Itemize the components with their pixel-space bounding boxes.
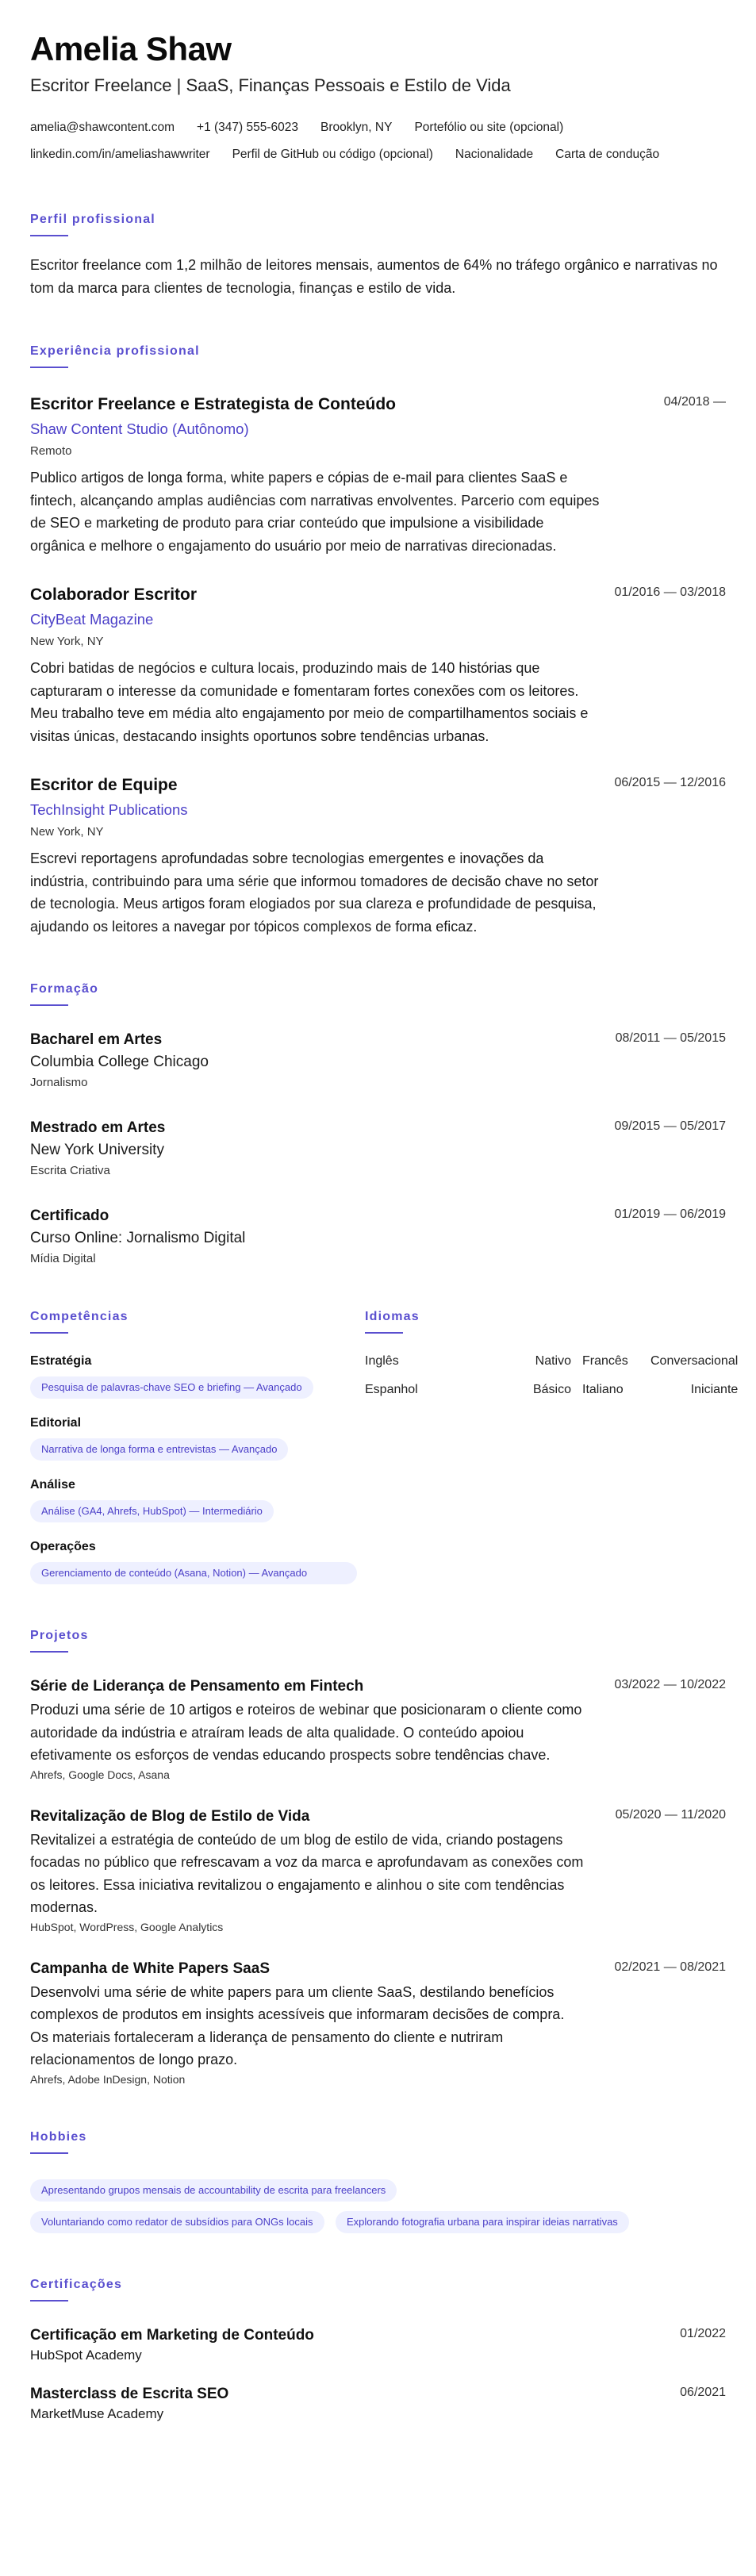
languages-section: [365, 1265, 738, 1584]
section-divider: [30, 235, 68, 236]
job-date: 06/2015 — 12/2016: [614, 776, 726, 789]
project-title: Campanha de White Papers SaaS: [30, 1960, 270, 1977]
language-list: [365, 1354, 738, 1397]
project-description: Desenvolvi uma série de white papers para um cliente SaaS, destilando benefícios complexos de produtos em insights acessíveis que informaram decisões de compra. Os materiais fortaleceram a liderança de pensamento do cliente e nutriram relacionamentos de longo prazo.: [30, 1983, 565, 2067]
contact-driving-license: Carta de condução: [555, 148, 660, 161]
hobby-chip: Apresentando grupos mensais de accountability de escrita para freelancers: [30, 2179, 397, 2202]
skill-group-name: Editorial: [30, 1416, 82, 1430]
project-tools: HubSpot, WordPress, Google Analytics: [30, 1920, 224, 1933]
section-title-certifications: Certificações: [30, 2277, 123, 2291]
experience-item: [30, 774, 726, 938]
project-title: Série de Liderança de Pensamento em Fintech: [30, 1678, 364, 1695]
certification-title: Certificação em Marketing de Conteúdo: [30, 2326, 314, 2344]
language-name: Francês: [582, 1354, 628, 1368]
project-item: [30, 1806, 726, 1933]
hobbies-section: [30, 2130, 726, 2233]
skill-group: [30, 1416, 365, 1461]
job-title: Colaborador Escritor: [30, 585, 198, 604]
education-item: [30, 1118, 726, 1177]
education-school: Curso Online: Jornalismo Digital: [30, 1230, 246, 1246]
education-item: [30, 1030, 726, 1089]
section-title-projects: Projetos: [30, 1629, 89, 1642]
profile-summary: Escritor freelance com 1,2 milhão de leitores mensais, aumentos de 64% no tráfego orgânico e narrativas no tom da marca para clientes de tecnologia, finanças e estilo de vida.: [30, 257, 718, 296]
job-title: Escritor de Equipe: [30, 776, 178, 794]
job-date: 01/2016 — 03/2018: [614, 585, 726, 599]
job-description: Escrevi reportagens aprofundadas sobre tecnologias emergentes e inovações da indústria, contribuindo para uma série que informou tomadores de decisão chave no setor de tecnologia. Meus artigos foram elogiados por sua clareza e profundidade de pesquisa, ajudando os leitores a navegar por tópicos complexos de forma eficaz.: [30, 850, 599, 935]
certification-issuer: MarketMuse Academy: [30, 2405, 164, 2421]
certification-item: [30, 2325, 726, 2363]
job-company: CityBeat Magazine: [30, 611, 154, 628]
experience-item: [30, 584, 726, 747]
skill-chip: Narrativa de longa forma e entrevistas — Avançado: [30, 1438, 288, 1461]
certification-title: Masterclass de Escrita SEO: [30, 2385, 229, 2402]
job-date: 04/2018 —: [663, 395, 726, 409]
section-divider: [30, 1332, 68, 1334]
projects-section: [30, 1629, 726, 2086]
education-date: 08/2011 — 05/2015: [615, 1031, 726, 1045]
section-title-experience: Experiência profissional: [30, 344, 200, 358]
skill-chip: Análise (GA4, Ahrefs, HubSpot) — Intermediário: [30, 1500, 274, 1522]
language-level: Básico: [532, 1383, 571, 1396]
skill-chip: Pesquisa de palavras-chave SEO e briefing — Avançado: [30, 1376, 313, 1399]
section-divider: [30, 2152, 68, 2154]
project-date: 02/2021 — 08/2021: [614, 1960, 726, 1974]
contact-list: [30, 114, 712, 168]
project-description: Produzi uma série de 10 artigos e roteiros de webinar que posicionaram o cliente como autoridade da indústria e atraíram leads de alta qualidade. O conteúdo apoiou efetivamente os esforços de vendas educando prospects sobre tendências chave.: [30, 1702, 582, 1763]
section-divider: [30, 1004, 68, 1006]
skill-group-name: Estratégia: [30, 1354, 92, 1368]
certification-issuer: HubSpot Academy: [30, 2347, 142, 2363]
skill-group: [30, 1540, 365, 1584]
project-item: [30, 1676, 726, 1781]
project-item: [30, 1959, 726, 2086]
job-company: TechInsight Publications: [30, 801, 188, 818]
job-title: Escritor Freelance e Estrategista de Conteúdo: [30, 395, 396, 413]
job-description: Publico artigos de longa forma, white papers e cópias de e-mail para clientes SaaS e fintech, alcançando amplas audiências com narrativas envolventes. Parcerio com equipes de SEO e marketing de produto para criar conteúdo que impulsione a visibilidade orgânica e melhore o engajamento do usuário por meio de narrativas direcionadas.: [30, 470, 600, 554]
skill-group-name: Operações: [30, 1540, 96, 1553]
section-divider: [30, 2300, 68, 2302]
certifications-section: [30, 2278, 726, 2422]
job-location: New York, NY: [30, 825, 104, 839]
contact-portfolio[interactable]: Portefólio ou site (opcional): [414, 121, 564, 134]
profile-section: [30, 213, 726, 300]
project-date: 03/2022 — 10/2022: [614, 1678, 726, 1691]
language-level: Iniciante: [690, 1383, 739, 1396]
section-divider: [365, 1332, 403, 1334]
education-area: Mídia Digital: [30, 1252, 96, 1265]
contact-linkedin[interactable]: linkedin.com/in/ameliashawwriter: [30, 148, 210, 161]
skill-group: [30, 1478, 365, 1522]
education-item: [30, 1206, 726, 1265]
contact-nationality: Nacionalidade: [455, 148, 534, 161]
project-tools: Ahrefs, Adobe InDesign, Notion: [30, 2072, 186, 2086]
section-divider: [30, 367, 68, 368]
education-degree: Bacharel em Artes: [30, 1031, 163, 1048]
section-title-education: Formação: [30, 982, 99, 996]
contact-github[interactable]: Perfil de GitHub ou código (opcional): [232, 148, 433, 161]
candidate-headline: Escritor Freelance | SaaS, Finanças Pessoais e Estilo de Vida: [30, 75, 511, 95]
hobby-chip: Voluntariando como redator de subsídios para ONGs locais: [30, 2211, 324, 2233]
education-area: Jornalismo: [30, 1076, 88, 1089]
education-date: 09/2015 — 05/2017: [614, 1119, 726, 1133]
contact-email[interactable]: amelia@shawcontent.com: [30, 121, 175, 134]
language-level: Nativo: [535, 1354, 571, 1368]
candidate-name: Amelia Shaw: [30, 30, 232, 67]
skills-section: [30, 1265, 365, 1584]
certification-item: [30, 2384, 726, 2422]
certification-date: 06/2021: [680, 2385, 726, 2399]
contact-phone[interactable]: +1 (347) 555-6023: [197, 121, 298, 134]
skill-group-name: Análise: [30, 1478, 75, 1491]
hobby-chip: Explorando fotografia urbana para inspirar ideias narrativas: [336, 2211, 629, 2233]
education-degree: Certificado: [30, 1207, 109, 1224]
section-title-skills: Competências: [30, 1310, 129, 1323]
section-title-profile: Perfil profissional: [30, 213, 155, 226]
job-company: Shaw Content Studio (Autônomo): [30, 420, 249, 437]
language-name: Italiano: [582, 1383, 624, 1396]
project-description: Revitalizei a estratégia de conteúdo de um blog de estilo de vida, criando postagens focadas no público que refrescavam a voz da marca e aprofundavam as conexões com os leitores. Essa iniciativa revitalizou o engajamento e alinhou o site com tendências modernas.: [30, 1831, 584, 1915]
experience-section: [30, 344, 726, 938]
job-location: New York, NY: [30, 635, 104, 648]
certification-date: 01/2022: [680, 2326, 726, 2340]
project-date: 05/2020 — 11/2020: [615, 1807, 726, 1822]
contact-location: Brooklyn, NY: [320, 121, 393, 134]
hobby-list: [30, 2170, 726, 2233]
resume-header: [30, 30, 726, 168]
language-name: Inglês: [365, 1354, 399, 1368]
project-tools: Ahrefs, Google Docs, Asana: [30, 1768, 170, 1781]
education-section: [30, 982, 726, 1265]
education-degree: Mestrado em Artes: [30, 1119, 166, 1136]
skill-chip: Gerenciamento de conteúdo (Asana, Notion) — Avançado: [30, 1562, 357, 1584]
section-title-languages: Idiomas: [365, 1310, 420, 1323]
experience-item: [30, 394, 726, 557]
project-title: Revitalização de Blog de Estilo de Vida: [30, 1807, 310, 1825]
education-date: 01/2019 — 06/2019: [614, 1207, 726, 1221]
section-divider: [30, 1651, 68, 1653]
job-description: Cobri batidas de negócios e cultura locais, produzindo mais de 140 histórias que capturaram o interesse da comunidade e fomentaram fortes conexões com os leitores. Meu trabalho teve em média alto engajamento por meio de compartilhamentos sociais e visitas únicas, destacando insights oportunos sobre tendências urbanas.: [30, 660, 589, 744]
skill-group: [30, 1354, 365, 1399]
education-school: Columbia College Chicago: [30, 1054, 209, 1070]
job-location: Remoto: [30, 444, 72, 458]
language-name: Espanhol: [365, 1383, 418, 1396]
language-level: Conversacional: [650, 1354, 739, 1368]
skills-languages-row: [30, 1265, 739, 1584]
education-school: New York University: [30, 1142, 164, 1158]
education-area: Escrita Criativa: [30, 1164, 110, 1177]
section-title-hobbies: Hobbies: [30, 2129, 87, 2144]
